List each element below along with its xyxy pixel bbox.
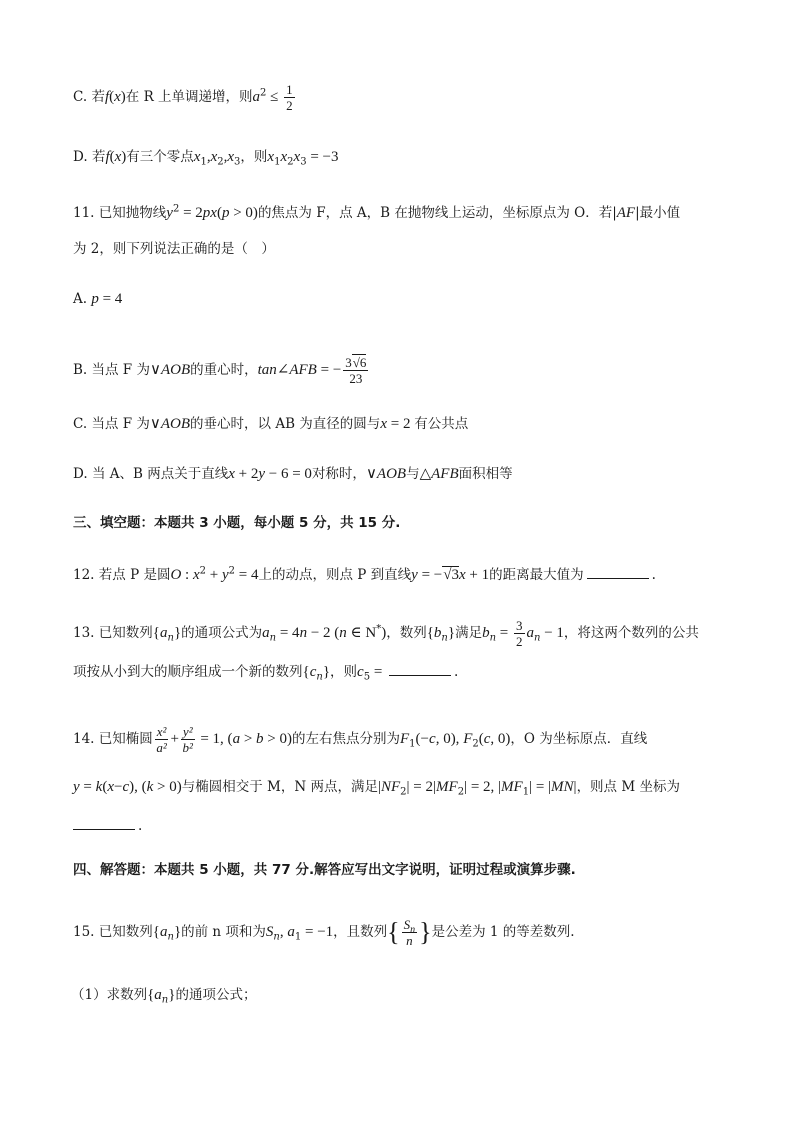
option-b-q11: B. 当点 F 为∨AOB的重心时，tan∠AFB = − $\frac{3√6}{23}$ bbox=[73, 355, 367, 386]
fraction: $\frac{1}{2}$ bbox=[286, 82, 293, 113]
section-heading-fill-in: 三、填空题：本题共 3 小题，每小题 5 分，共 15 分. bbox=[73, 515, 401, 531]
question-13-line2: 项按从小到大的顺序组成一个新的数列$\{c_n\}$，则$c_5$ = . bbox=[73, 661, 458, 682]
answer-blank[interactable] bbox=[389, 661, 451, 676]
question-13: 13. 已知数列$\{a_n\}$的通项公式为$a_n = 4n - 2$ (n ∈ N*)，数列$\{b_n\}$满足$b_n$ = $\frac{3}{2}$ $a_n - 1$，将这两个数列的公共 bbox=[73, 618, 699, 649]
fraction: $\frac{S_n}{n}$ bbox=[403, 917, 416, 948]
question-11-line2: 为 2，则下列说法正确的是（ ） bbox=[73, 241, 275, 257]
section-heading-solutions: 四、解答题：本题共 5 小题，共 77 分.解答应写出文字说明，证明过程或演算步骤. bbox=[73, 862, 576, 878]
option-c-q11: C. 当点 F 为∨AOB的垂心时，以 AB 为直径的圆与x = 2 有公共点 bbox=[73, 416, 469, 432]
question-14-line3: . bbox=[73, 815, 142, 836]
option-d-q11: D. 当 A、B 两点关于直线x + 2y − 6 = 0对称时，∨AOB与△AFB面积相等 bbox=[73, 466, 513, 482]
fraction: $\frac{3√6}{23}$ bbox=[345, 355, 367, 386]
option-d-q10: D. 若f(x)有三个零点$x_1,x_2,x_3$，则$x_1x_2x_3 = -3$ bbox=[73, 149, 339, 168]
question-14: 14. 已知椭圆 $\frac{\text{x²}}{\text{a²}}$ + $\frac{\text{y²}}{\text{b²}}$ = 1, (a > b > 0)的左右焦点分别为$F_1(-c$, 0), $F_2(c$, 0)，O 为坐标原点．直线 bbox=[73, 724, 648, 755]
question-15: 15. 已知数列$\{a_n\}$的前 n 项和为$S_n$, $a_1 = -1$，且数列{ $\frac{S_n}{n}$ }是公差为 1 的等差数列. bbox=[73, 917, 575, 948]
question-11: 11. 已知抛物线$y^2 = 2px(p > 0)$的焦点为 F，点 A，B 在抛物线上运动，坐标原点为 O．若|AF|最小值 bbox=[73, 203, 681, 221]
answer-blank[interactable] bbox=[587, 564, 649, 579]
question-12: 12. 若点 P 是圆O : $x^2 + y^2 = 4$上的动点，则点 P 到直线y = −√3x + 1的距离最大值为 . bbox=[73, 565, 656, 583]
fraction: $\frac{3}{2}$ bbox=[516, 618, 523, 649]
option-c-q10: C. 若f(x)在 R 上单调递增，则$a^2$ ≤ $\frac{1}{2}$ bbox=[73, 82, 293, 113]
option-a-q11: A. p = 4 bbox=[73, 291, 123, 307]
question-15-part-1: （1）求数列$\{a_n\}$的通项公式； bbox=[71, 987, 257, 1006]
fraction: $\frac{\text{y²}}{\text{b²}}$ bbox=[182, 724, 193, 755]
answer-blank[interactable] bbox=[73, 815, 135, 830]
fraction: $\frac{\text{x²}}{\text{a²}}$ bbox=[156, 724, 167, 755]
question-14-line2: y = k(x−c), (k > 0)与椭圆相交于 M，N 两点，满足$|NF_2| = 2|MF_2| = 2$, $|MF_1| = |MN|$，则点 M 坐标为 bbox=[73, 779, 680, 798]
